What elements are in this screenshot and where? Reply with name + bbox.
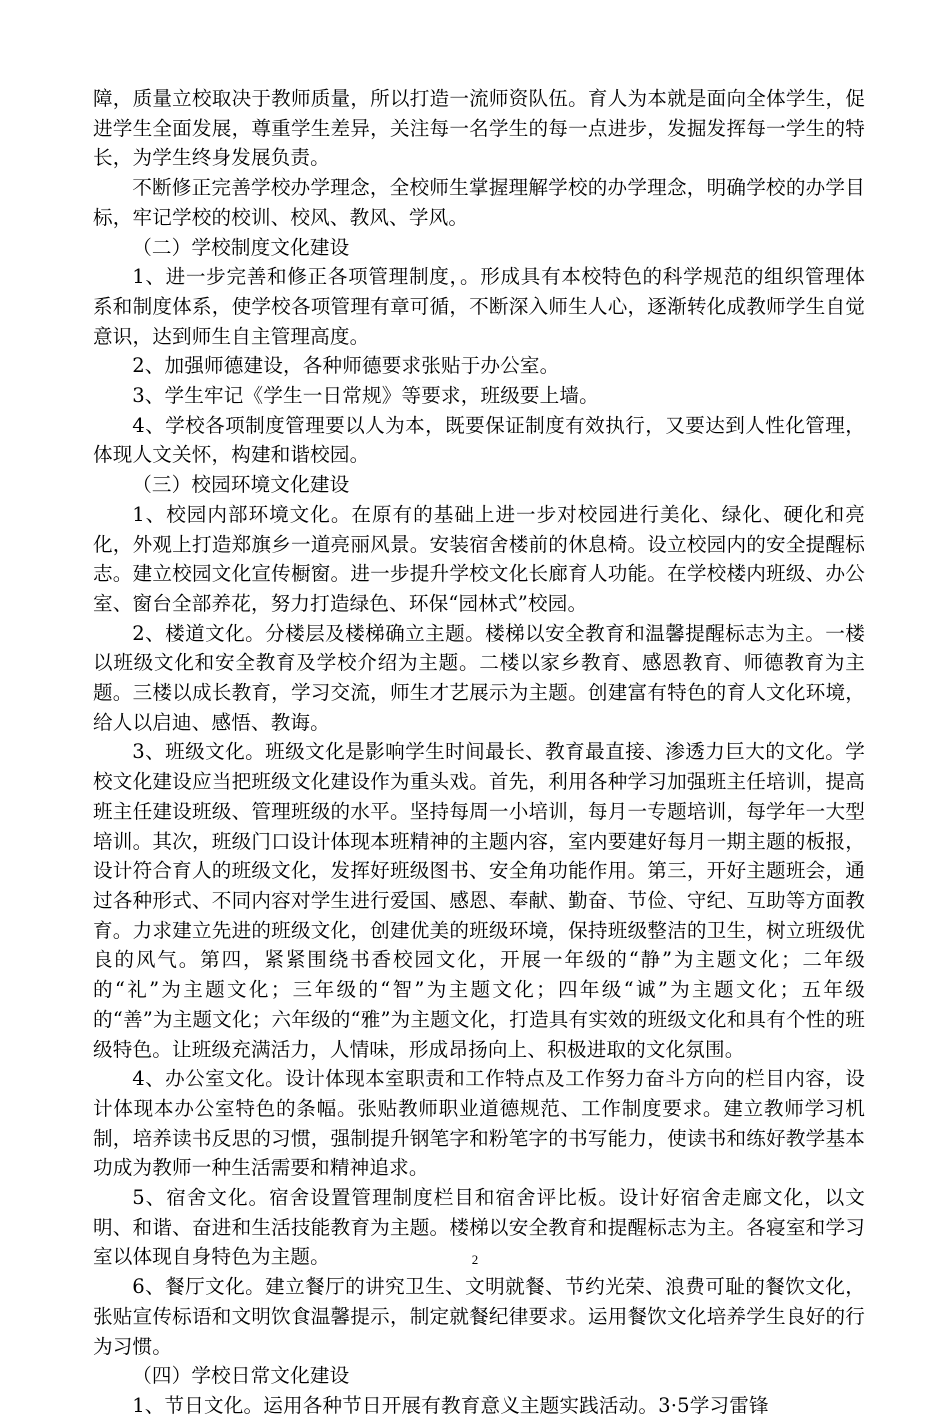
paragraph: 2、楼道文化。分楼层及楼梯确立主题。楼梯以安全教育和温馨提醒标志为主。一楼以班级文化和安全教育及学校介绍为主题。二楼以家乡教育、感恩教育、师德教育为主题。三楼以成长教育，学习交流，师生才艺展示为主题。创建富有特色的育人文化环境，给人以启迪、感悟、教诲。 — [93, 621, 865, 734]
paragraph: 1、节日文化。运用各种节日开展有教育意义主题实践活动。3·5学习雷锋 — [132, 1393, 769, 1417]
paragraph: 2、加强师德建设，各种师德要求张贴于办公室。 — [132, 354, 560, 378]
paragraph: 3、班级文化。班级文化是影响学生时间最长、教育最直接、渗透力巨大的文化。学校文化建设应当把班级文化建设作为重头戏。首先，利用各种学习加强班主任培训，提高班主任建设班级、管理班级的水平。坚持每周一小培训，每月一专题培训，每学年一大型培训。其次，班级门口设计体现本班精神的主题内容，室内要建好每月一期主题的板报，设计符合育人的班级文化，发挥好班级图书、安全角功能作用。第三，开好主题班会，通过各种形式、不同内容对学生进行爱国、感恩、奉献、勤奋、节俭、守纪、互助等方面教育。力求建立先进的班级文化，创建优美的班级环境，保持班级整洁的卫生，树立班级优良的风气。第四，紧紧围绕书香校园文化，开展一年级的“静”为主题文化；二年级的“礼”为主题文化；三年级的“智”为主题文化；四年级“诚”为主题文化；五年级的“善”为主题文化；六年级的“雅”为主题文化，打造具有实效的班级文化和具有个性的班级特色。让班级充满活力，人情味，形成昂扬向上、积极进取的文化氛围。 — [93, 740, 865, 1061]
section-heading: （四）学校日常文化建设 — [132, 1364, 350, 1388]
paragraph: 不断修正完善学校办学理念，全校师生掌握理解学校的办学理念，明确学校的办学目标，牢记学校的校训、校风、教风、学风。 — [93, 176, 865, 229]
document-body — [93, 84, 865, 1421]
paragraph: 6、餐厅文化。建立餐厅的讲究卫生、文明就餐、节约光荣、浪费可耻的餐饮文化，张贴宣传标语和文明饮食温馨提示，制定就餐纪律要求。运用餐饮文化培养学生良好的行为习惯。 — [93, 1275, 865, 1358]
paragraph: 1、进一步完善和修正各项管理制度，。形成具有本校特色的科学规范的组织管理体系和制度体系，使学校各项管理有章可循，不断深入师生人心，逐渐转化成教师学生自觉意识，达到师生自主管理高度。 — [93, 265, 865, 348]
paragraph: 障，质量立校取决于教师质量，所以打造一流师资队伍。育人为本就是面向全体学生，促进学生全面发展，尊重学生差异，关注每一名学生的每一点进步，发掘发挥每一学生的特长，为学生终身发展负责。 — [93, 87, 865, 170]
paragraph: 1、校园内部环境文化。在原有的基础上进一步对校园进行美化、绿化、硬化和亮化，外观上打造郑旗乡一道亮丽风景。安装宿舍楼前的休息椅。设立校园内的安全提醒标志。建立校园文化宣传橱窗。进一步提升学校文化长廊育人功能。在学校楼内班级、办公室、窗台全部养花，努力打造绿色、环保“园林式”校园。 — [93, 502, 865, 615]
section-heading: （二）学校制度文化建设 — [132, 235, 350, 259]
paragraph: 4、学校各项制度管理要以人为本，既要保证制度有效执行，又要达到人性化管理，体现人文关怀，构建和谐校园。 — [93, 413, 865, 467]
section-heading: （三）校园环境文化建设 — [132, 473, 350, 497]
paragraph: 5、宿舍文化。宿舍设置管理制度栏目和宿舍评比板。设计好宿舍走廊文化，以文明、和谐、奋进和生活技能教育为主题。楼梯以安全教育和提醒标志为主。各寝室和学习室以体现自身特色为主题。 — [93, 1186, 865, 1269]
page-number: 2 — [471, 1252, 479, 1267]
paragraph: 4、办公室文化。设计体现本室职责和工作特点及工作努力奋斗方向的栏目内容，设计体现本办公室特色的条幅。张贴教师职业道德规范、工作制度要求。建立教师学习机制，培养读书反思的习惯，强制提升钢笔字和粉笔字的书写能力，使读书和练好教学基本功成为教师一种生活需要和精神追求。 — [93, 1067, 865, 1180]
paragraph: 3、学生牢记《学生一日常规》等要求，班级要上墙。 — [132, 384, 599, 408]
